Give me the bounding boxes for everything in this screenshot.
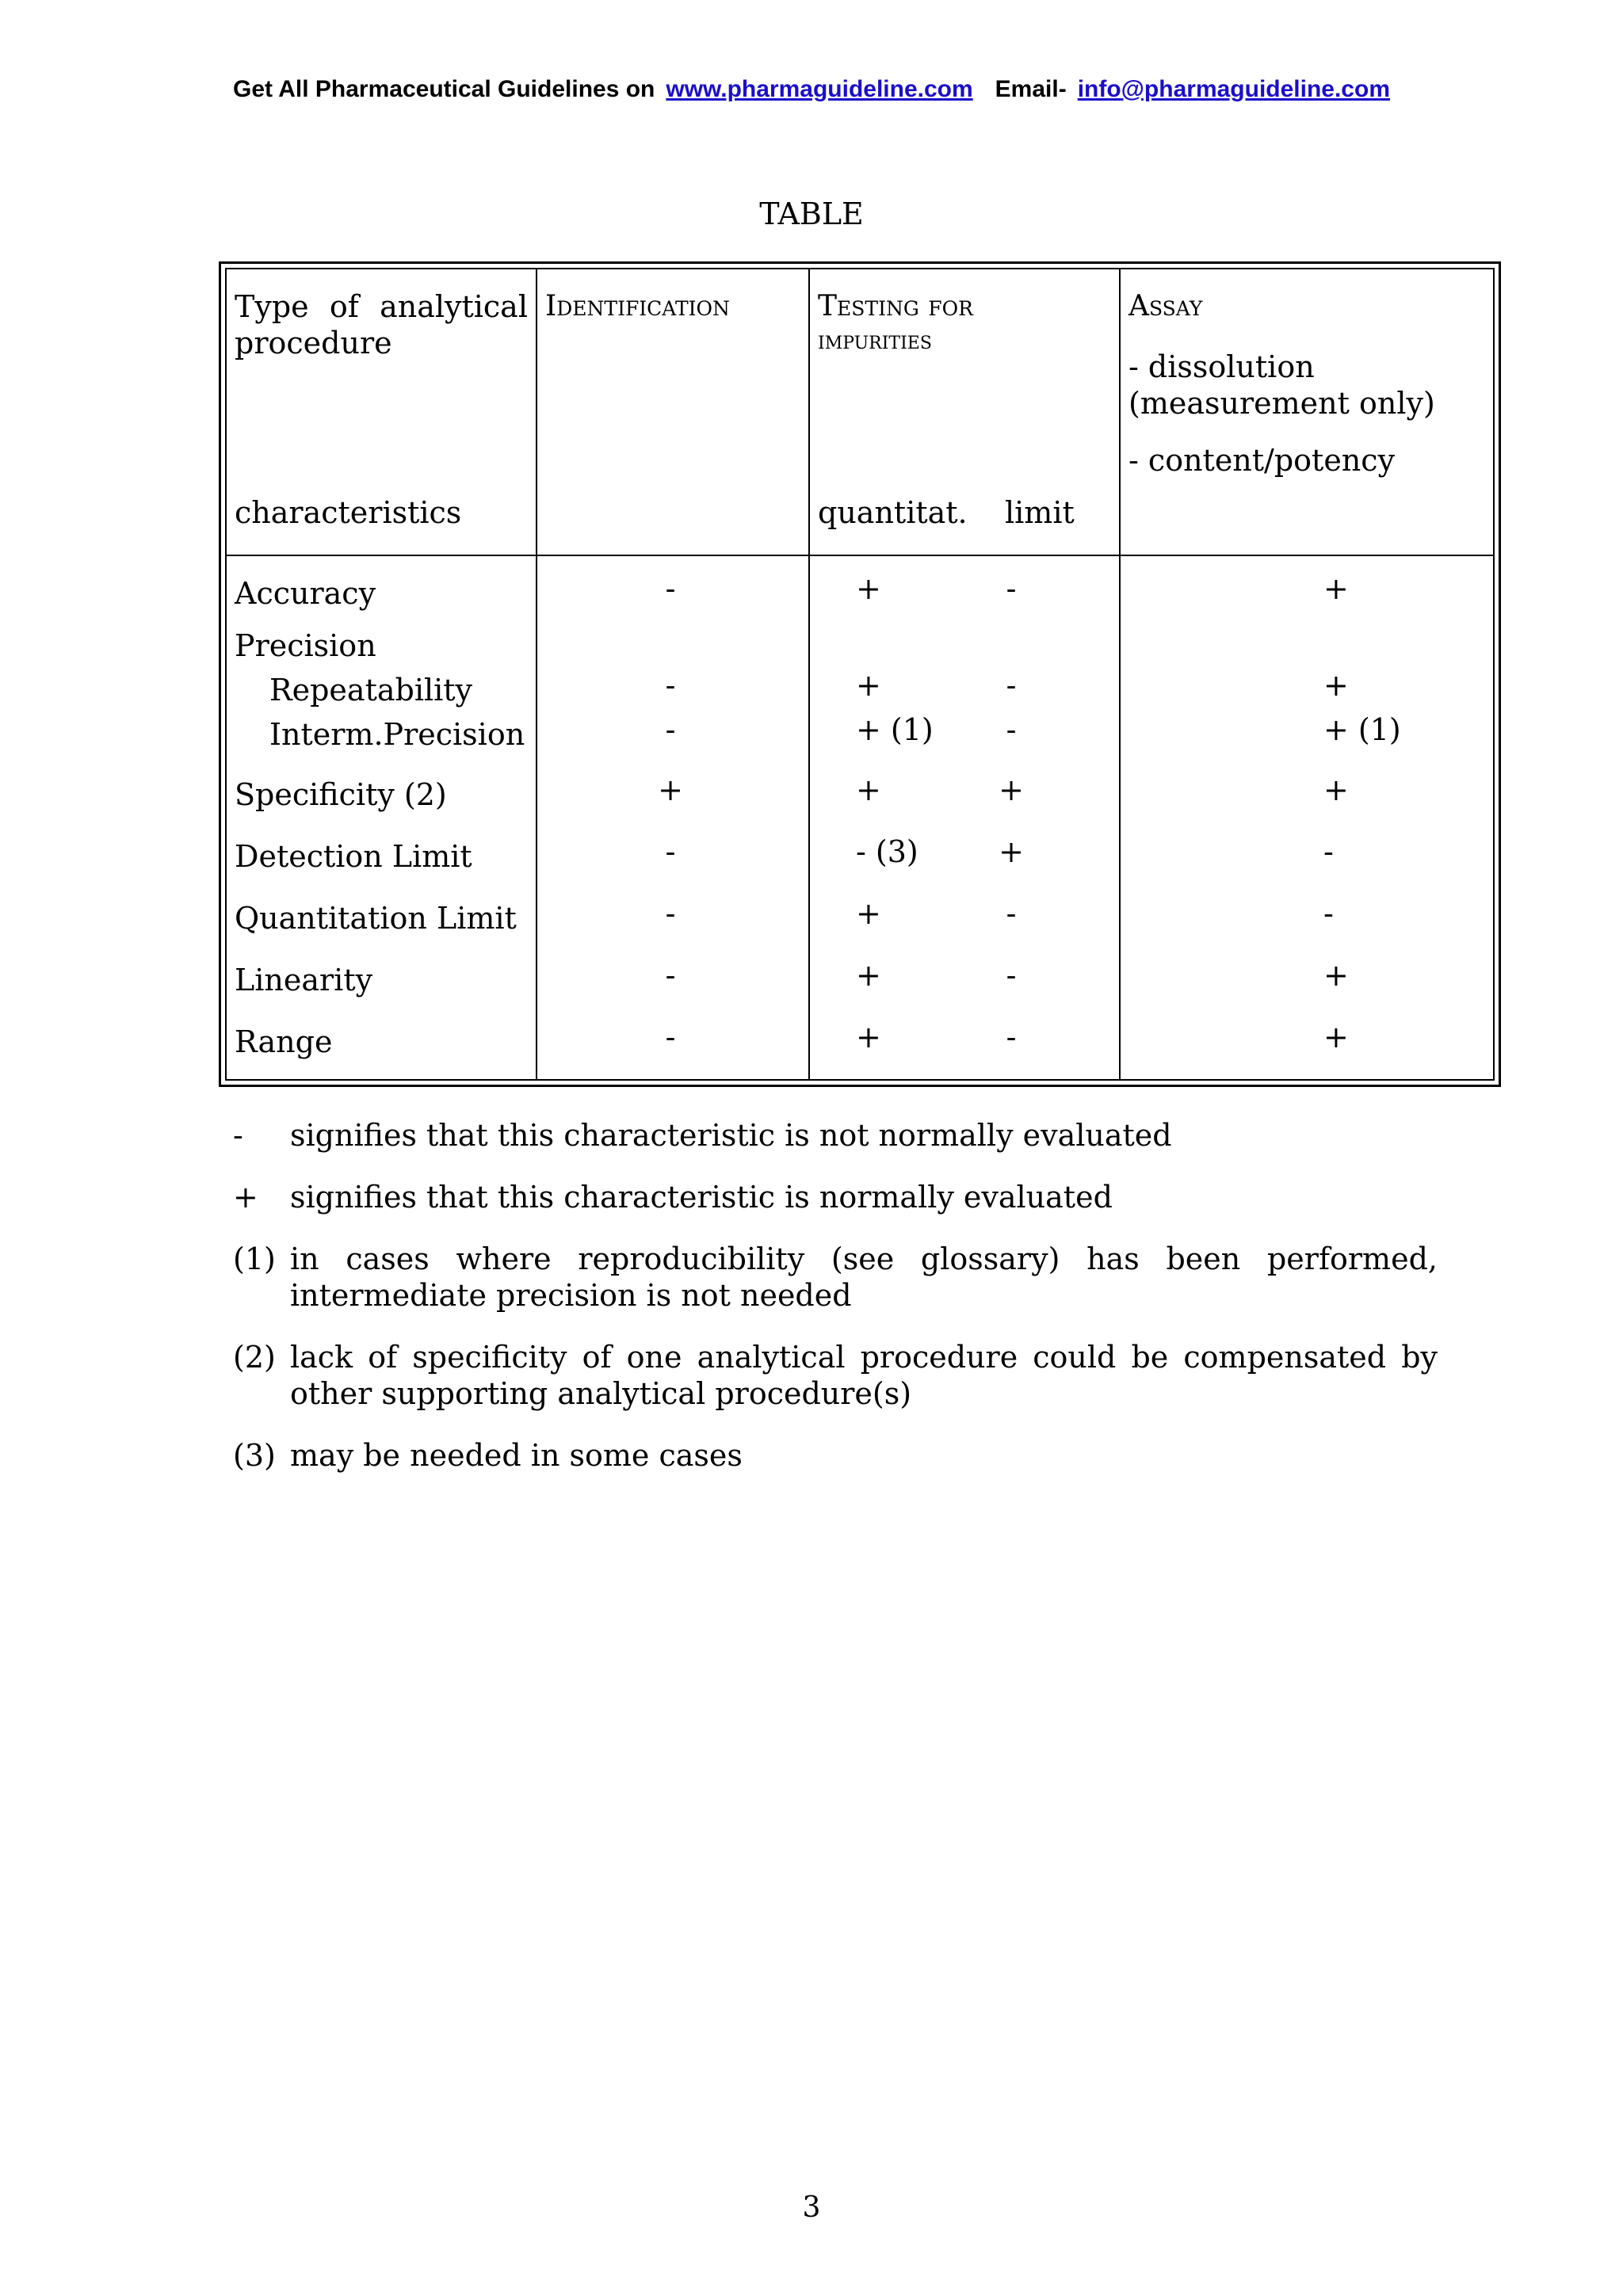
header-assay: Assay [1128, 290, 1203, 322]
cell-assay: + [1323, 1020, 1349, 1055]
row-label: Accuracy [235, 576, 376, 611]
row-label: Interm.Precision [269, 717, 525, 752]
table-notes [233, 1117, 1438, 1499]
cell-limit: - [1006, 958, 1017, 993]
header-dissolution-line2: (measurement only) [1128, 386, 1435, 421]
header-characteristics: characteristics [235, 495, 462, 530]
row-label: Range [235, 1024, 333, 1059]
note-text: in cases where reproducibility (see glossary) has been performed, intermediate precision is not needed [290, 1241, 1438, 1313]
row-label: Detection Limit [235, 839, 472, 874]
cell-assay: + [1323, 668, 1349, 703]
cell-assay: + (1) [1323, 712, 1401, 747]
cell-identification: - [665, 571, 676, 606]
header-prefix: Get All Pharmaceutical Guidelines on [233, 76, 655, 102]
row-label: Specificity (2) [235, 777, 447, 812]
header-testing-line2: impurities [818, 326, 932, 355]
cell-identification: - [665, 1020, 676, 1055]
cell-identification: - [665, 712, 676, 747]
note-item [233, 1117, 1438, 1154]
cell-quantitat: + [856, 1020, 881, 1055]
cell-limit: - [1006, 896, 1017, 931]
header-type-word-1: Type [235, 289, 309, 324]
cell-limit: - [1006, 571, 1017, 606]
cell-limit: - [1006, 668, 1017, 703]
cell-quantitat: + (1) [856, 712, 934, 747]
header-dissolution-line1: - dissolution [1128, 349, 1315, 384]
note-mark: - [233, 1118, 243, 1153]
row-label: Precision [235, 628, 376, 663]
page-number: 3 [802, 2191, 821, 2224]
table-title: TABLE [759, 196, 864, 231]
header-testing-cell [818, 288, 973, 357]
note-text: lack of specificity of one analytical procedure could be compensated by other supporting analytical procedure(s) [290, 1340, 1438, 1411]
site-link[interactable]: www.pharmaguideline.com [666, 76, 973, 102]
cell-assay: + [1323, 772, 1349, 807]
note-text: signifies that this characteristic is normally evaluated [290, 1180, 1113, 1215]
header-quantitat: quantitat. [818, 495, 968, 530]
cell-quantitat: + [856, 668, 881, 703]
cell-quantitat: + [856, 896, 881, 931]
cell-quantitat: + [856, 958, 881, 993]
cell-identification: - [665, 896, 676, 931]
note-mark: (2) [233, 1340, 276, 1375]
table-inner [225, 268, 1495, 1081]
header-divider [227, 555, 1493, 556]
note-item [233, 1179, 1438, 1215]
header-limit: limit [1005, 495, 1075, 530]
header-type-word-2: of [329, 289, 359, 324]
header-type-cell [235, 288, 528, 361]
cell-quantitat: - (3) [856, 834, 918, 869]
email-link[interactable]: info@pharmaguideline.com [1077, 76, 1390, 102]
cell-limit: - [1006, 1020, 1017, 1055]
cell-limit: - [1006, 712, 1017, 747]
col-divider-2 [808, 269, 810, 1079]
note-item [233, 1339, 1438, 1412]
row-label: Repeatability [269, 673, 473, 707]
row-label: Linearity [235, 963, 373, 997]
header-testing-line1: Testing for [818, 290, 973, 322]
note-mark: (1) [233, 1241, 276, 1276]
col-divider-1 [536, 269, 537, 1079]
cell-identification: + [658, 772, 683, 807]
note-text: may be needed in some cases [290, 1438, 743, 1473]
cell-assay: - [1323, 896, 1334, 931]
cell-quantitat: + [856, 571, 881, 606]
note-item [233, 1437, 1438, 1474]
cell-limit: + [999, 834, 1024, 869]
cell-identification: - [665, 668, 676, 703]
cell-assay: + [1323, 571, 1349, 606]
note-mark: + [233, 1180, 258, 1215]
cell-identification: - [665, 834, 676, 869]
row-label: Quantitation Limit [235, 901, 517, 936]
page-header [0, 76, 1623, 103]
header-content: - content/potency [1128, 443, 1396, 478]
cell-assay: + [1323, 958, 1349, 993]
header-type-line2: procedure [235, 326, 392, 360]
header-type-word-3: analytical [380, 289, 528, 324]
cell-limit: + [999, 772, 1024, 807]
email-label: Email- [995, 76, 1067, 102]
header-type-line1 [235, 288, 528, 325]
header-dissolution [1128, 349, 1435, 421]
note-item [233, 1241, 1438, 1314]
cell-quantitat: + [856, 772, 881, 807]
header-identification: Identification [545, 290, 730, 322]
col-divider-3 [1119, 269, 1121, 1079]
cell-identification: - [665, 958, 676, 993]
validation-table [219, 261, 1501, 1087]
note-text: signifies that this characteristic is not normally evaluated [290, 1118, 1172, 1153]
cell-assay: - [1323, 834, 1334, 869]
note-mark: (3) [233, 1438, 276, 1473]
